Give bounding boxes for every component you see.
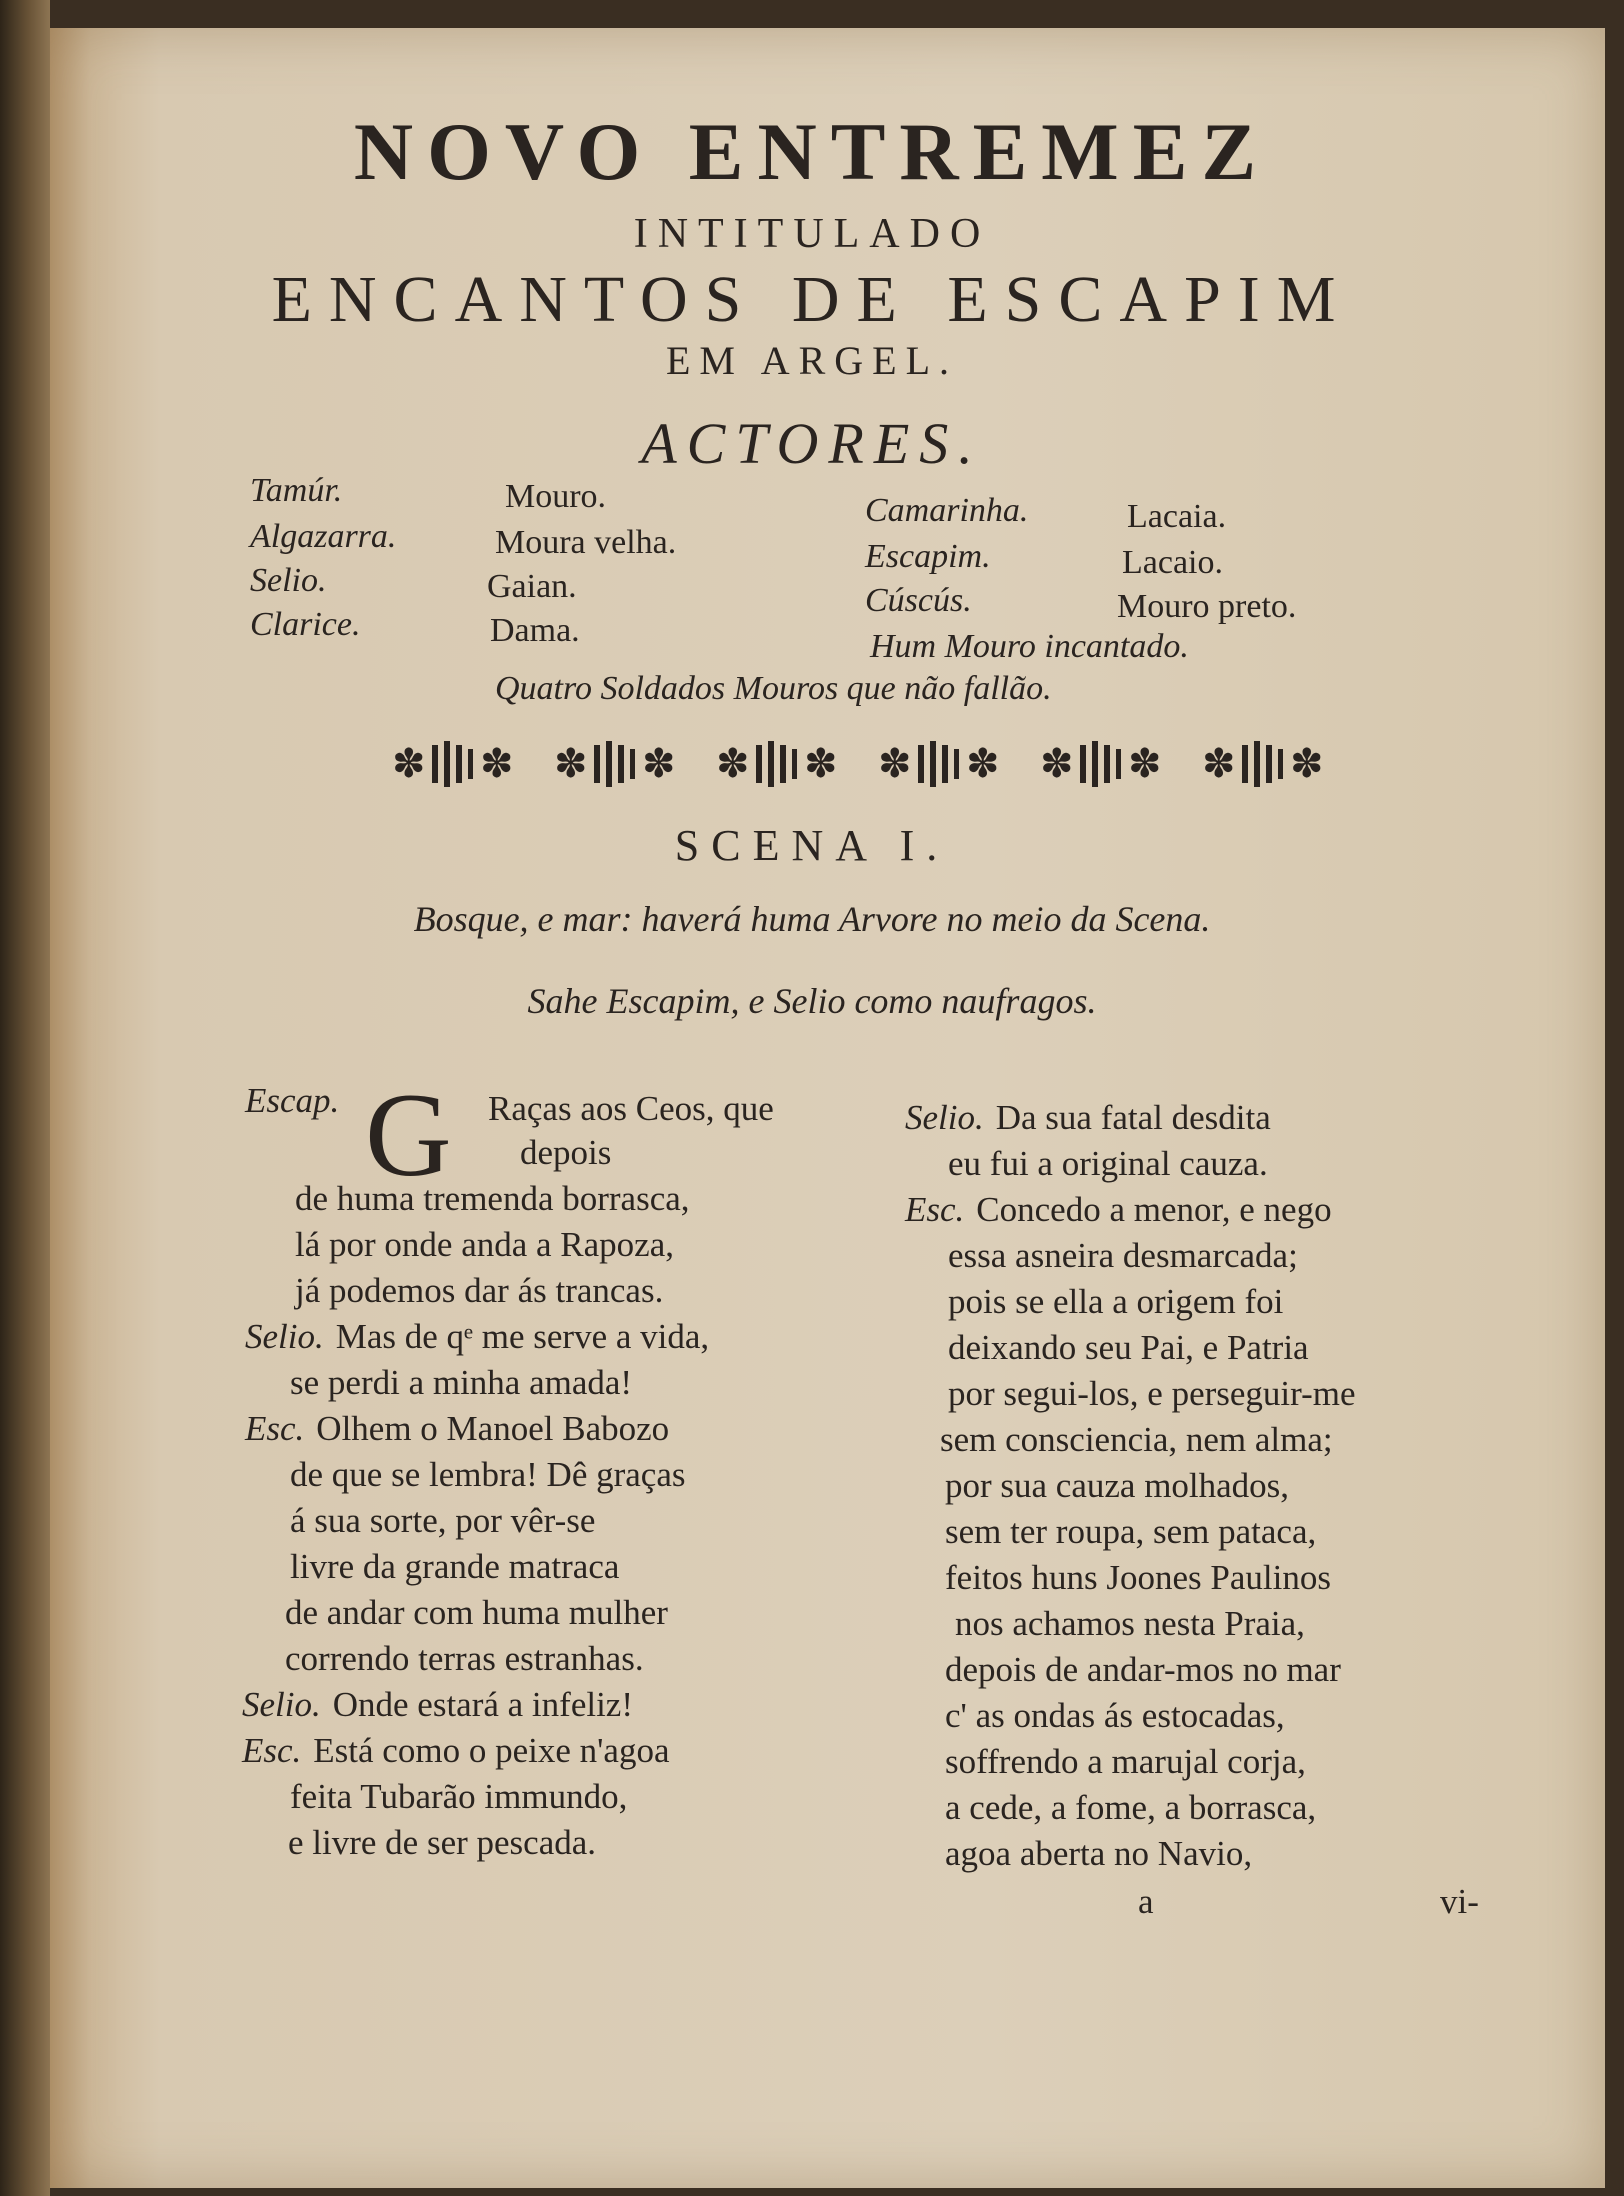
verse-line: deixando seu Pai, e Patria: [948, 1328, 1309, 1367]
verse-line: c' as ondas ás estocadas,: [945, 1696, 1285, 1735]
catchword: vi-: [1440, 1882, 1479, 1921]
title-line-4: EM ARGEL.: [665, 338, 959, 383]
svg-text:✽: ✽: [392, 741, 426, 787]
verse-line: nos achamos nesta Praia,: [955, 1604, 1305, 1643]
ornament-rule: [392, 735, 1362, 791]
verse-line: e livre de ser pescada.: [288, 1823, 597, 1862]
actores-heading: ACTORES.: [641, 411, 983, 476]
title-line-2: INTITULADO: [633, 211, 991, 257]
verse-line: Selio. Da sua fatal desdita: [905, 1098, 1271, 1137]
verse-line: já podemos dar ás trancas.: [295, 1271, 664, 1310]
verse-line: sem ter roupa, sem pataca,: [945, 1512, 1317, 1551]
verse-line: de huma tremenda borrasca,: [295, 1179, 690, 1218]
verse-line: Esc. Olhem o Manoel Babozo: [245, 1409, 670, 1448]
signature-mark: a: [1138, 1882, 1154, 1921]
verse-line: eu fui a original cauza.: [948, 1144, 1268, 1183]
verse-line: Esc. Concedo a menor, e nego: [905, 1190, 1332, 1229]
verse-line: por sua cauza molhados,: [945, 1466, 1290, 1505]
cast-extra: Hum Mouro incantado.: [870, 628, 1189, 665]
verse-line: de que se lembra! Dê graças: [290, 1455, 686, 1494]
stage-direction: Sahe Escapim, e Selio como naufragos.: [527, 981, 1097, 1021]
verse-line: depois de andar-mos no mar: [945, 1650, 1341, 1689]
verse-line: soffrendo a marujal corja,: [945, 1742, 1306, 1781]
title-line-1: NOVO ENTREMEZ: [353, 106, 1271, 197]
verse-line: Esc. Está como o peixe n'agoa: [242, 1731, 670, 1770]
verse-line: feita Tubarão immundo,: [290, 1777, 628, 1816]
verse-line: por segui-los, e perseguir-me: [948, 1374, 1356, 1413]
cast-extra: Quatro Soldados Mouros que não fallão.: [495, 670, 1052, 707]
verse-line: Raças aos Ceos, que: [488, 1089, 774, 1128]
verse-line: livre da grande matraca: [290, 1547, 620, 1586]
verse-line: feitos huns Joones Paulinos: [945, 1558, 1331, 1597]
verse-line: sem consciencia, nem alma;: [940, 1420, 1333, 1459]
svg-text:✽: ✽: [480, 741, 514, 787]
verse-line: depois: [520, 1133, 612, 1172]
title-line-3: ENCANTOS DE ESCAPIM: [271, 263, 1353, 336]
verse-line: á sua sorte, por vêr-se: [290, 1501, 596, 1540]
drop-cap: G: [365, 1068, 452, 1201]
verse-line: Selio. Onde estará a infeliz!: [242, 1685, 633, 1724]
verse-line: lá por onde anda a Rapoza,: [295, 1225, 675, 1264]
verse-line: Selio. Mas de qᵉ me serve a vida,: [245, 1317, 710, 1356]
verse-line: essa asneira desmarcada;: [948, 1236, 1298, 1275]
verse-line: Escap.: [245, 1081, 340, 1120]
verse-line: de andar com huma mulher: [285, 1593, 668, 1632]
verse-line: a cede, a fome, a borrasca,: [945, 1788, 1317, 1827]
verse-line: pois se ella a origem foi: [948, 1282, 1284, 1321]
verse-line: agoa aberta no Navio,: [945, 1834, 1253, 1873]
scene-heading: SCENA I.: [674, 821, 950, 870]
verse-line: se perdi a minha amada!: [290, 1363, 633, 1402]
stage-direction: Bosque, e mar: haverá huma Arvore no meio da Scena.: [413, 899, 1211, 939]
verse-line: correndo terras estranhas.: [285, 1639, 644, 1678]
